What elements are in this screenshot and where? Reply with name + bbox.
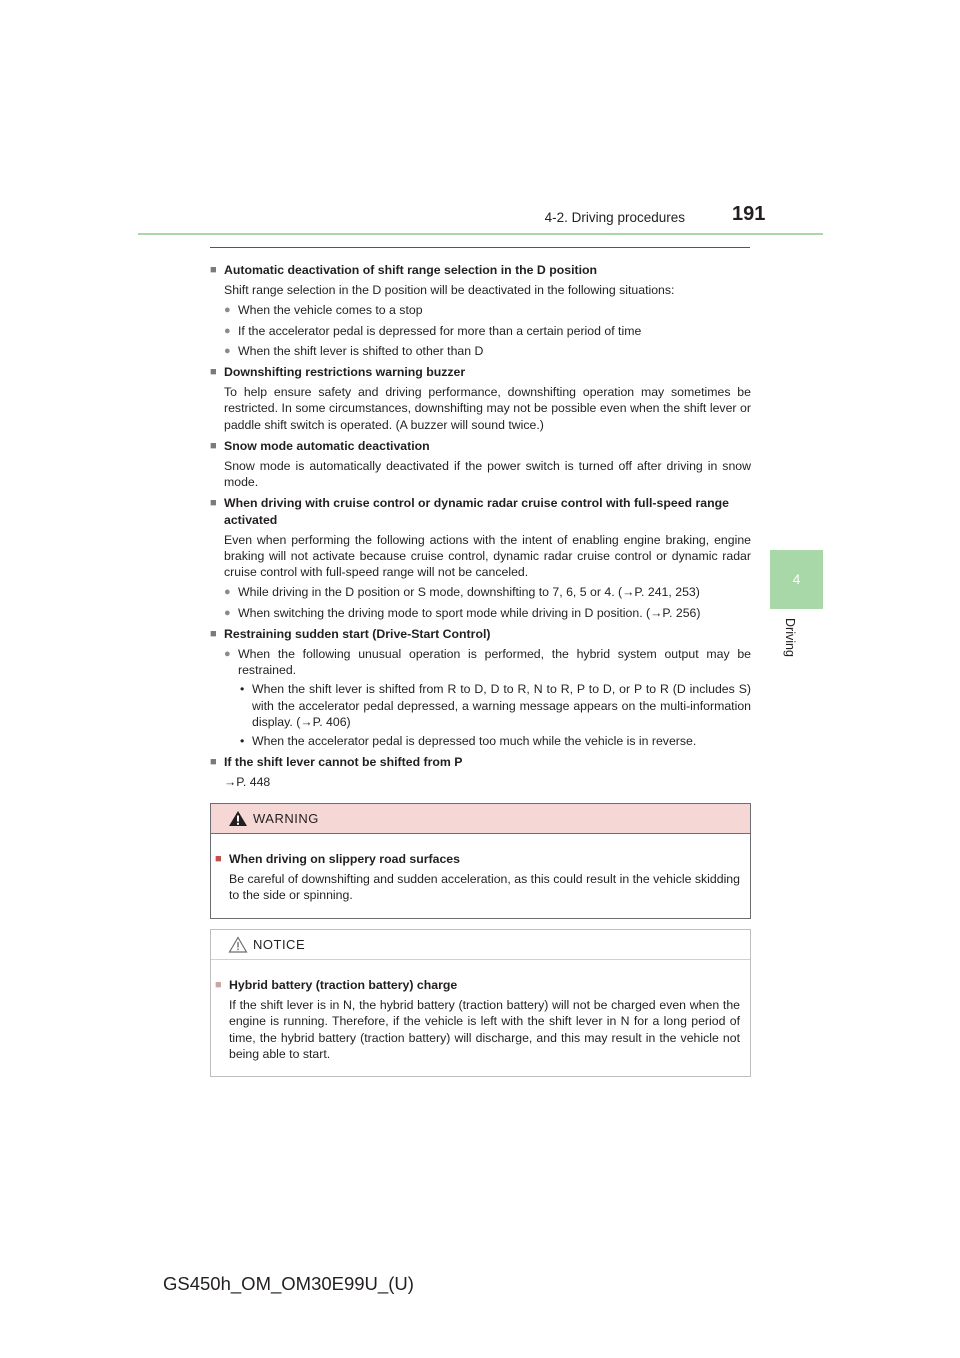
heading-text: Automatic deactivation of shift range selection in the D position xyxy=(224,263,598,277)
notice-box xyxy=(210,929,751,1077)
square-bullet-icon: ■ xyxy=(215,853,222,865)
header-rule xyxy=(138,233,823,235)
circle-bullet-icon: ● xyxy=(224,606,231,619)
paragraph: Snow mode is automatically deactivated if the power switch is turned off after driving in snow mode. xyxy=(224,459,751,490)
square-bullet-icon: ■ xyxy=(210,497,217,510)
paragraph: To help ensure safety and driving performance, downshifting operation may sometimes be restricted. In some circumstances, downshifting may not be possible even when the shift lever or paddle shift switch is operated. (A buzzer will sound twice.) xyxy=(224,385,751,432)
warning-header xyxy=(211,804,750,834)
square-bullet-icon: ■ xyxy=(210,627,217,640)
paragraph: Even when performing the following actions with the intent of enabling engine braking, engine braking will not activate because cruise control, dynamic radar cruise control or dynamic radar cruise control with full-speed range will not be canceled. xyxy=(224,532,751,580)
chapter-label: Driving xyxy=(783,618,797,657)
list-item-text: When the vehicle comes to a stop xyxy=(238,303,423,318)
content-top-rule xyxy=(210,247,750,248)
square-bullet-icon: ■ xyxy=(210,366,217,379)
heading-text: If the shift lever cannot be shifted from P xyxy=(224,755,463,770)
circle-bullet-icon: ● xyxy=(224,586,231,599)
notice-triangle-icon xyxy=(228,936,248,953)
footer-model-code: GS450h_OM_OM30E99U_(U) xyxy=(163,1273,414,1294)
chapter-tab[interactable]: 4 xyxy=(770,550,823,609)
sub-list-item: • When the accelerator pedal is depressed too much while the vehicle is in reverse. xyxy=(240,734,697,749)
heading-text: When driving on slippery road surfaces xyxy=(229,852,460,866)
list-item-text: If the accelerator pedal is depressed for more than a certain period of time xyxy=(238,323,642,338)
heading-text: Downshifting restrictions warning buzzer xyxy=(224,365,466,380)
section-heading xyxy=(210,495,751,527)
notice-header xyxy=(211,930,750,960)
sub-list-item: • When the shift lever is shifted from R to D, D to R, N to R, P to D, or P to R (D includes S) with the accelerator pedal depressed, a warning message appears on the multi-information display. (→P. 406) xyxy=(240,682,751,729)
list-item xyxy=(210,323,751,339)
warning-box xyxy=(210,803,751,919)
section-heading xyxy=(210,626,751,642)
section-heading xyxy=(210,754,751,770)
page-number: 191 xyxy=(732,203,766,225)
paragraph: If the shift lever is in N, the hybrid battery (traction battery) will not be charged even when the engine is running. Therefore, if the vehicle is left with the shift lever in N for a long period of time, the hybrid battery (traction battery) will discharge, and this may result in the vehicle not being able to start. xyxy=(229,998,740,1061)
sub-item-text: When the shift lever is shifted from R to D, D to R, N to R, P to D, or P to R (D includes S) with the accelerator pedal depressed, a warning message appears on the multi-information display. (→P. 406) xyxy=(252,682,751,729)
heading-text: Hybrid battery (traction battery) charge xyxy=(229,978,458,992)
paragraph: Shift range selection in the D position will be deactivated in the following situations: xyxy=(224,283,675,298)
circle-bullet-icon: ● xyxy=(224,344,231,357)
body-content xyxy=(210,257,751,791)
heading-text: Snow mode automatic deactivation xyxy=(224,438,430,453)
warning-triangle-icon xyxy=(228,810,248,827)
section-heading xyxy=(210,438,751,454)
notice-title: NOTICE xyxy=(253,937,306,952)
list-item xyxy=(210,646,751,678)
section-heading xyxy=(210,262,751,278)
page-reference: →P. 448 xyxy=(224,775,271,790)
list-item-text: While driving in the D position or S mode, downshifting to 7, 6, 5 or 4. (→P. 241, 253) xyxy=(238,585,700,600)
heading-text: Restraining sudden start (Drive-Start Control) xyxy=(224,626,491,641)
list-item-text: When the shift lever is shifted to other than D xyxy=(238,343,484,358)
circle-bullet-icon: ● xyxy=(224,304,231,317)
heading-text: When driving with cruise control or dynamic radar cruise control with full-speed range activated xyxy=(224,496,729,527)
square-bullet-icon: ■ xyxy=(210,439,217,452)
list-item xyxy=(210,605,751,621)
section-heading xyxy=(215,851,740,867)
list-item-text: When the following unusual operation is performed, the hybrid system output may be restrained. xyxy=(238,647,751,678)
square-bullet-icon: ■ xyxy=(215,979,222,991)
paragraph: Be careful of downshifting and sudden acceleration, as this could result in the vehicle skidding to the side or spinning. xyxy=(229,872,740,903)
list-item xyxy=(210,302,751,318)
circle-bullet-icon: ● xyxy=(224,324,231,337)
list-item-text: When switching the driving mode to sport mode while driving in D position. (→P. 256) xyxy=(238,605,701,620)
square-bullet-icon: ■ xyxy=(210,264,217,276)
sub-item-text: When the accelerator pedal is depressed too much while the vehicle is in reverse. xyxy=(252,734,697,749)
list-item xyxy=(210,343,751,359)
list-item xyxy=(210,584,751,600)
square-bullet-icon: ■ xyxy=(210,756,217,769)
circle-bullet-icon: ● xyxy=(224,648,231,661)
section-title: 4-2. Driving procedures xyxy=(544,210,685,225)
section-heading xyxy=(210,364,751,380)
section-heading xyxy=(215,977,740,993)
warning-title: WARNING xyxy=(253,811,319,826)
